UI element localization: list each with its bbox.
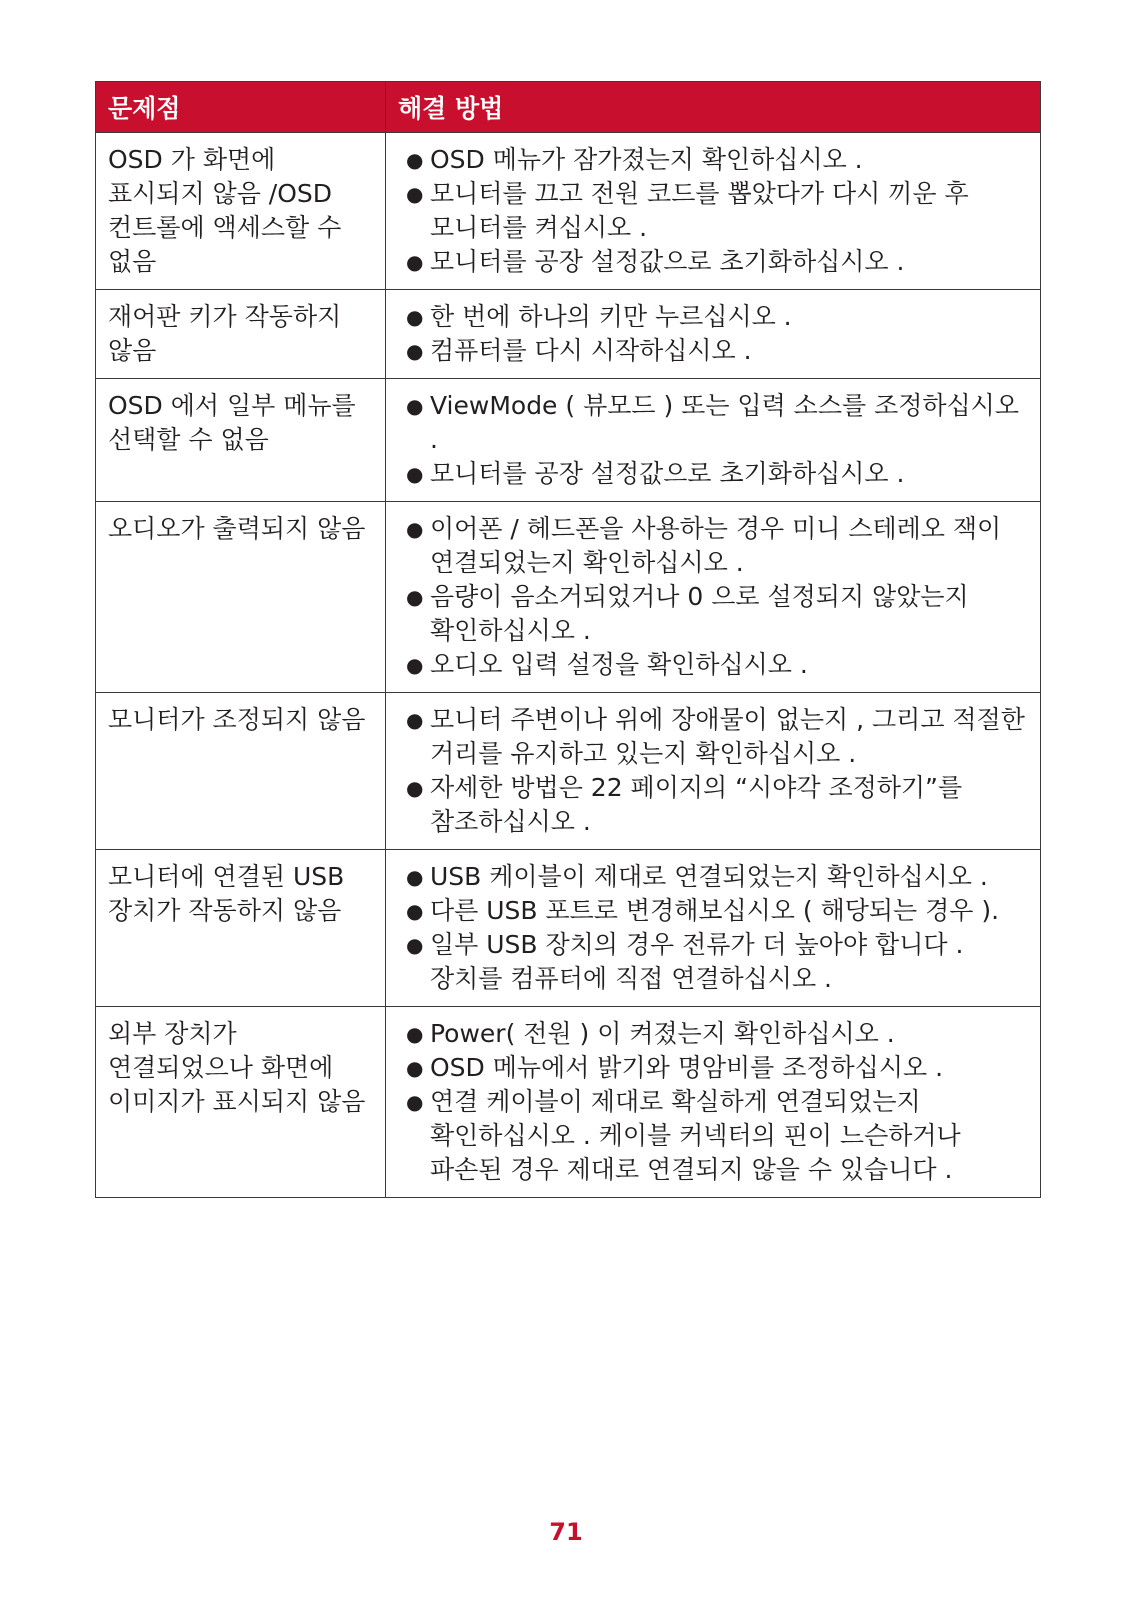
- problem-text: 모니터에 연결된 USB 장치가 작동하지 않음: [108, 862, 345, 925]
- problem-text: OSD 에서 일부 메뉴를 선택할 수 없음: [108, 391, 356, 454]
- solution-item: [398, 245, 1030, 279]
- solution-text: 다른 USB 포트로 변경해보십시오 ( 해당되는 경우 ).: [430, 896, 1000, 925]
- bullet-icon: ●: [406, 865, 424, 889]
- solution-item: [398, 580, 1030, 648]
- solution-list: [398, 143, 1030, 279]
- table-row: [96, 379, 1041, 502]
- solution-list: [398, 300, 1030, 368]
- page-number: 71: [549, 1518, 583, 1546]
- table-row: [96, 502, 1041, 693]
- problem-text: 외부 장치가 연결되었으나 화면에 이미지가 표시되지 않음: [108, 1019, 366, 1116]
- solution-text: 모니터를 공장 설정값으로 초기화하십시오 .: [430, 459, 905, 488]
- problem-text: OSD 가 화면에 표시되지 않음 /OSD 컨트롤에 액세스할 수 없음: [108, 145, 342, 276]
- solution-text: Power( 전원 ) 이 켜졌는지 확인하십시오 .: [430, 1019, 895, 1048]
- solution-cell: [386, 1007, 1041, 1198]
- solution-cell: [386, 693, 1041, 850]
- bullet-icon: ●: [406, 148, 424, 172]
- bullet-icon: ●: [406, 517, 424, 541]
- solution-text: OSD 메뉴가 잠가졌는지 확인하십시오 .: [430, 145, 863, 174]
- header-solution: 해결 방법: [386, 82, 1041, 133]
- solution-text: 모니터를 끄고 전원 코드를 뽑았다가 다시 끼운 후 모니터를 켜십시오 .: [430, 179, 969, 242]
- bullet-icon: ●: [406, 585, 424, 609]
- solution-item: [398, 648, 1030, 682]
- solution-text: 이어폰 / 헤드폰을 사용하는 경우 미니 스테레오 잭이 연결되었는지 확인하십시오 .: [430, 514, 1002, 577]
- problem-cell: [96, 290, 386, 379]
- solution-text: 연결 케이블이 제대로 확실하게 연결되었는지 확인하십시오 . 케이블 커넥터의 핀이 느슨하거나 파손된 경우 제대로 연결되지 않을 수 있습니다 .: [430, 1087, 961, 1184]
- problem-cell: [96, 693, 386, 850]
- bullet-icon: ●: [406, 1056, 424, 1080]
- solution-text: USB 케이블이 제대로 연결되었는지 확인하십시오 .: [430, 862, 988, 891]
- solution-text: 오디오 입력 설정을 확인하십시오 .: [430, 650, 808, 679]
- problem-cell: [96, 502, 386, 693]
- problem-cell: [96, 379, 386, 502]
- table-row: [96, 133, 1041, 290]
- solution-item: [398, 928, 1030, 996]
- solution-item: [398, 143, 1030, 177]
- bullet-icon: ●: [406, 339, 424, 363]
- solution-list: [398, 389, 1030, 491]
- solution-item: [398, 703, 1030, 771]
- solution-item: [398, 300, 1030, 334]
- troubleshooting-table: [95, 81, 1041, 1198]
- solution-item: [398, 894, 1030, 928]
- solution-cell: [386, 502, 1041, 693]
- solution-item: [398, 512, 1030, 580]
- bullet-icon: ●: [406, 933, 424, 957]
- solution-list: [398, 512, 1030, 682]
- problem-cell: [96, 850, 386, 1007]
- solution-cell: [386, 379, 1041, 502]
- solution-text: 음량이 음소거되었거나 0 으로 설정되지 않았는지 확인하십시오 .: [430, 582, 969, 645]
- table-header-row: [96, 82, 1041, 133]
- bullet-icon: ●: [406, 1022, 424, 1046]
- solution-item: [398, 177, 1030, 245]
- solution-text: 자세한 방법은 22 페이지의 “시야각 조정하기”를 참조하십시오 .: [430, 773, 963, 836]
- solution-list: [398, 1017, 1030, 1187]
- header-problem: 문제점: [96, 82, 386, 133]
- solution-text: 컴퓨터를 다시 시작하십시오 .: [430, 336, 752, 365]
- solution-item: [398, 457, 1030, 491]
- problem-text: 오디오가 출력되지 않음: [108, 514, 366, 543]
- solution-item: [398, 389, 1030, 457]
- bullet-icon: ●: [406, 250, 424, 274]
- solution-text: 모니터를 공장 설정값으로 초기화하십시오 .: [430, 247, 905, 276]
- solution-text: 모니터 주변이나 위에 장애물이 없는지 , 그리고 적절한 거리를 유지하고 있는지 확인하십시오 .: [430, 705, 1025, 768]
- table-row: [96, 1007, 1041, 1198]
- bullet-icon: ●: [406, 708, 424, 732]
- solution-text: 한 번에 하나의 키만 누르십시오 .: [430, 302, 792, 331]
- solution-list: [398, 703, 1030, 839]
- solution-item: [398, 1051, 1030, 1085]
- problem-cell: [96, 133, 386, 290]
- solution-item: [398, 1085, 1030, 1187]
- table-row: [96, 290, 1041, 379]
- bullet-icon: ●: [406, 899, 424, 923]
- solution-text: OSD 메뉴에서 밝기와 명암비를 조정하십시오 .: [430, 1053, 944, 1082]
- solution-text: ViewMode ( 뷰모드 ) 또는 입력 소스를 조정하십시오 .: [430, 391, 1019, 454]
- problem-text: 모니터가 조정되지 않음: [108, 705, 366, 734]
- table-row: [96, 693, 1041, 850]
- table-row: [96, 850, 1041, 1007]
- solution-list: [398, 860, 1030, 996]
- problem-text: 재어판 키가 작동하지 않음: [108, 302, 342, 365]
- solution-text: 일부 USB 장치의 경우 전류가 더 높아야 합니다 . 장치를 컴퓨터에 직접 연결하십시오 .: [430, 930, 964, 993]
- solution-item: [398, 860, 1030, 894]
- problem-cell: [96, 1007, 386, 1198]
- solution-cell: [386, 133, 1041, 290]
- bullet-icon: ●: [406, 182, 424, 206]
- bullet-icon: ●: [406, 305, 424, 329]
- bullet-icon: ●: [406, 776, 424, 800]
- solution-item: [398, 1017, 1030, 1051]
- bullet-icon: ●: [406, 1090, 424, 1114]
- solution-cell: [386, 290, 1041, 379]
- bullet-icon: ●: [406, 462, 424, 486]
- solution-item: [398, 771, 1030, 839]
- bullet-icon: ●: [406, 653, 424, 677]
- solution-item: [398, 334, 1030, 368]
- bullet-icon: ●: [406, 394, 424, 418]
- solution-cell: [386, 850, 1041, 1007]
